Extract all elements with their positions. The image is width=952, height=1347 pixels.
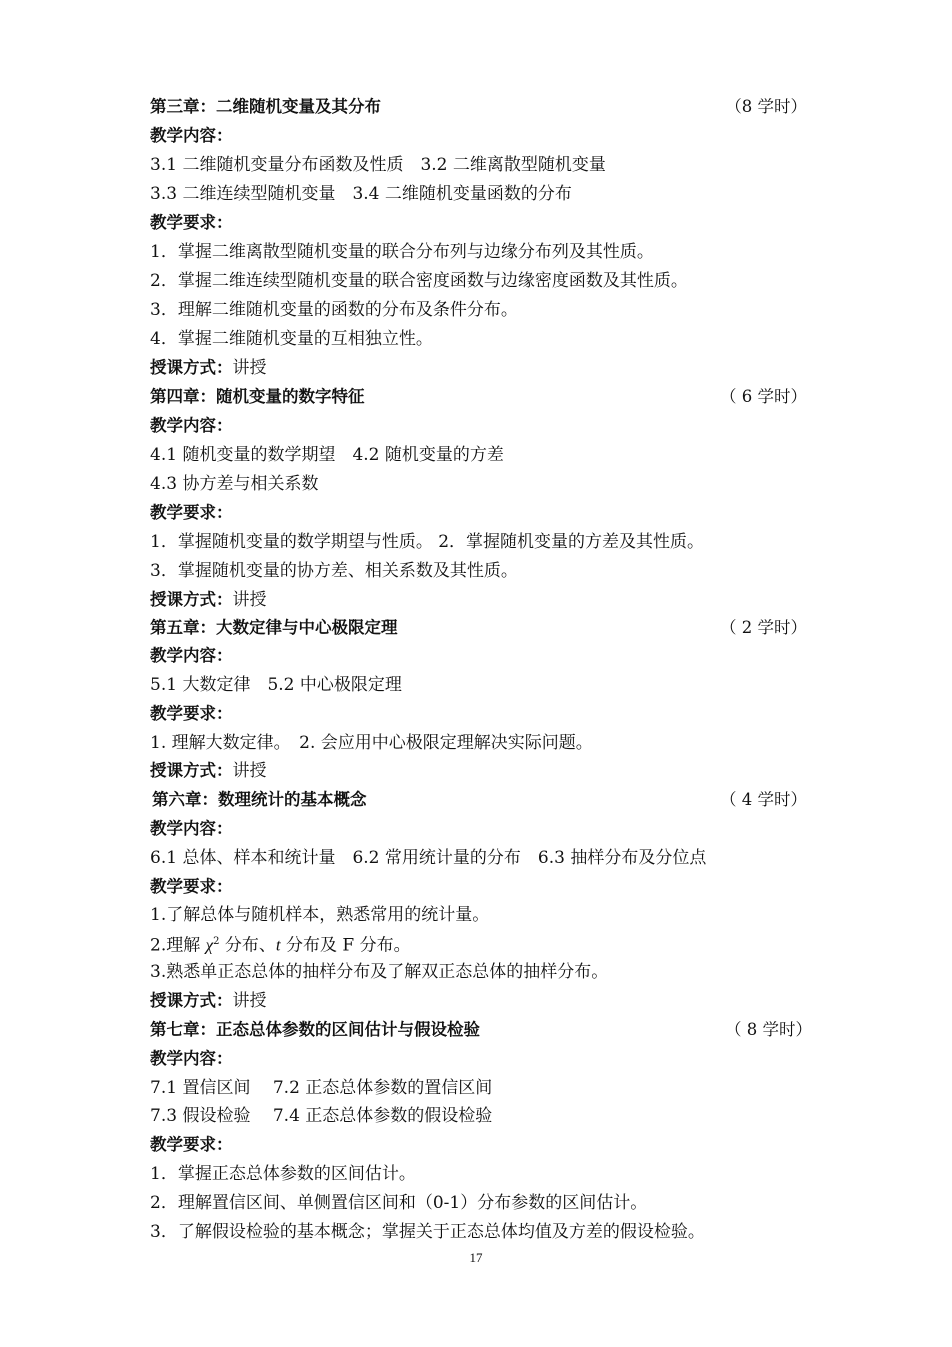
chapter-5-req-label: 教学要求： <box>150 704 233 723</box>
chapter-3-method-value: 讲授 <box>232 358 267 378</box>
chapter-6-req-item: 3.熟悉单正态总体的抽样分布及了解双正态总体的抽样分布。 <box>150 962 609 982</box>
req2-text-a: 2.理解 <box>150 935 206 956</box>
chapter-4-req-item: 3．掌握随机变量的协方差、相关系数及其性质。 <box>150 561 518 581</box>
chapter-5-title: 第五章：大数定律与中心极限定理 <box>150 618 398 637</box>
chapter-3-req-item: 4．掌握二维随机变量的互相独立性。 <box>150 329 433 349</box>
chapter-3-method <box>150 357 267 379</box>
chapter-6-content-label: 教学内容： <box>150 819 233 838</box>
chapter-4-method <box>150 589 267 611</box>
chapter-4-method-value: 讲授 <box>232 590 267 610</box>
chapter-5-content-line: 5.1 大数定律 5.2 中心极限定理 <box>150 675 402 695</box>
chapter-3-req-item: 2．掌握二维连续型随机变量的联合密度函数与边缘密度函数及其性质。 <box>150 271 688 291</box>
chapter-7-hours: （ 8 学时） <box>725 1020 812 1039</box>
chapter-4-method-label: 授课方式： <box>150 590 233 609</box>
chapter-5-hours: （ 2 学时） <box>720 618 807 637</box>
req2-text-b: 分布、 <box>219 935 276 956</box>
chapter-5-method-value: 讲授 <box>232 761 267 781</box>
chapter-3-req-item: 1．掌握二维离散型随机变量的联合分布列与边缘分布列及其性质。 <box>150 242 654 262</box>
chapter-7-content-line: 7.1 置信区间 7.2 正态总体参数的置信区间 <box>150 1078 493 1098</box>
chi-superscript: 2 <box>213 936 220 947</box>
chapter-7-req-item: 1．掌握正态总体参数的区间估计。 <box>150 1164 416 1184</box>
chapter-4-content-line: 4.3 协方差与相关系数 <box>150 474 319 494</box>
chapter-3-content-label: 教学内容： <box>150 126 233 145</box>
chapter-3-method-label: 授课方式： <box>150 358 233 377</box>
page-number: 17 <box>469 1250 483 1265</box>
chapter-4-content-line: 4.1 随机变量的数学期望 4.2 随机变量的方差 <box>150 445 504 465</box>
chapter-3-title: 第三章：二维随机变量及其分布 <box>150 97 381 116</box>
chapter-7-title: 第七章：正态总体参数的区间估计与假设检验 <box>150 1020 480 1039</box>
req2-text-c: 分布及 F 分布。 <box>280 935 411 956</box>
chapter-5-content-label: 教学内容： <box>150 646 233 665</box>
chi-symbol: χ <box>205 935 214 955</box>
chapter-4-req-item: 1．掌握随机变量的数学期望与性质。 2．掌握随机变量的方差及其性质。 <box>150 532 705 552</box>
chapter-6-title: 第六章：数理统计的基本概念 <box>152 790 367 809</box>
chapter-6-method-label: 授课方式： <box>150 991 233 1010</box>
chapter-7-content-line: 7.3 假设检验 7.4 正态总体参数的假设检验 <box>150 1106 493 1126</box>
chapter-7-content-label: 教学内容： <box>150 1049 233 1068</box>
chapter-6-method <box>150 990 267 1012</box>
chapter-7-req-item: 3．了解假设检验的基本概念；掌握关于正态总体均值及方差的假设检验。 <box>150 1222 705 1242</box>
chapter-3-content-line: 3.3 二维连续型随机变量 3.4 二维随机变量函数的分布 <box>150 184 572 204</box>
chapter-6-method-value: 讲授 <box>232 991 267 1011</box>
chapter-6-hours: （ 4 学时） <box>720 790 807 809</box>
t-symbol: t <box>275 935 281 955</box>
chapter-6-req-label: 教学要求： <box>150 877 233 896</box>
chapter-4-content-label: 教学内容： <box>150 416 233 435</box>
chapter-6-req-item: 1.了解总体与随机样本，熟悉常用的统计量。 <box>150 905 490 925</box>
chapter-6-req-item <box>150 931 411 957</box>
chapter-3-req-label: 教学要求： <box>150 213 233 232</box>
chapter-5-req-item: 1. 理解大数定律。 2. 会应用中心极限定理解决实际问题。 <box>150 733 593 753</box>
chapter-3-req-item: 3．理解二维随机变量的函数的分布及条件分布。 <box>150 300 518 320</box>
chapter-4-req-label: 教学要求： <box>150 503 233 522</box>
chapter-3-hours: （8 学时） <box>725 97 807 116</box>
chapter-4-title: 第四章：随机变量的数字特征 <box>150 387 365 406</box>
chapter-3-content-line: 3.1 二维随机变量分布函数及性质 3.2 二维离散型随机变量 <box>150 155 606 175</box>
chapter-5-method-label: 授课方式： <box>150 761 233 780</box>
chapter-7-req-item: 2．理解置信区间、单侧置信区间和（0-1）分布参数的区间估计。 <box>150 1193 648 1213</box>
chapter-5-method <box>150 760 267 782</box>
chapter-4-hours: （ 6 学时） <box>720 387 807 406</box>
chapter-6-content-line: 6.1 总体、样本和统计量 6.2 常用统计量的分布 6.3 抽样分布及分位点 <box>150 848 707 868</box>
chapter-7-req-label: 教学要求： <box>150 1135 233 1154</box>
